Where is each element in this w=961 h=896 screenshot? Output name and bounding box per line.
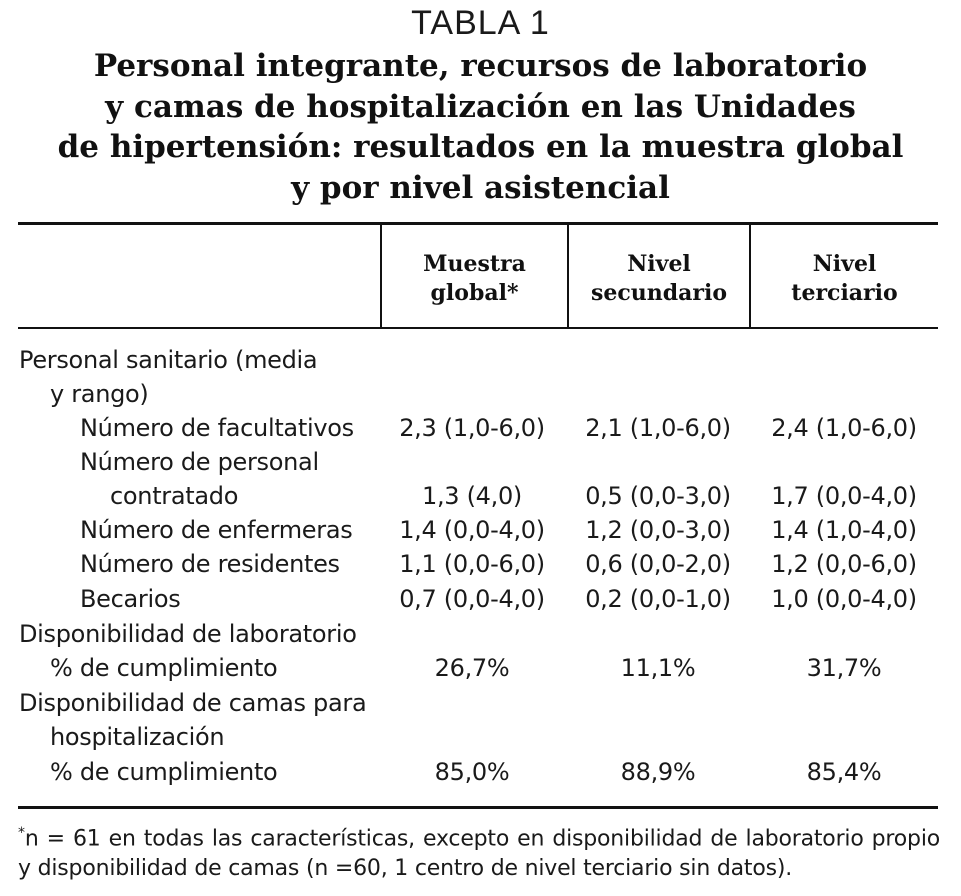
row-label-laboratorio-cumplimiento: % de cumplimiento	[50, 654, 278, 682]
cell-laboratorio-global: 26,7%	[434, 654, 510, 682]
column-header-line: Nivel	[812, 251, 877, 277]
column-header-line: Muestra	[423, 251, 526, 277]
title-line-3: de hipertensión: resultados en la muestra global	[57, 129, 904, 165]
table-footnote	[18, 818, 940, 884]
row-label-residentes: Número de residentes	[80, 550, 340, 578]
cell-becarios-global: 0,7 (0,0-4,0)	[399, 585, 545, 613]
cell-laboratorio-secundario: 11,1%	[620, 654, 696, 682]
cell-facultativos-global: 2,3 (1,0-6,0)	[399, 414, 545, 442]
footnote-marker: *	[18, 825, 25, 841]
row-label-facultativos: Número de facultativos	[80, 414, 354, 442]
column-header-nivel-terciario	[751, 250, 938, 308]
section-label-camas: Disponibilidad de camas para	[19, 689, 367, 717]
section-label-laboratorio: Disponibilidad de laboratorio	[19, 620, 357, 648]
cell-enfermeras-secundario: 1,2 (0,0-3,0)	[585, 516, 731, 544]
cell-camas-secundario: 88,9%	[620, 758, 696, 786]
column-header-muestra-global	[382, 250, 567, 308]
title-line-1: Personal integrante, recursos de laboratorio	[93, 48, 868, 84]
footnote-text: n = 61 en todas las características, excepto en disponibilidad de laboratorio propio y disponibilidad de camas (n =60, 1 centro de nivel terciario sin datos).	[18, 826, 940, 882]
table-title	[0, 46, 961, 208]
cell-laboratorio-terciario: 31,7%	[806, 654, 882, 682]
section-label-personal: Personal sanitario (media	[19, 346, 318, 374]
cell-residentes-terciario: 1,2 (0,0-6,0)	[771, 550, 917, 578]
section-label-camas-cont: hospitalización	[50, 723, 225, 751]
cell-becarios-secundario: 0,2 (0,0-1,0)	[585, 585, 731, 613]
table-header-rule	[18, 327, 938, 329]
cell-contratado-global: 1,3 (4,0)	[422, 482, 522, 510]
column-header-line: terciario	[791, 280, 898, 306]
column-header-line: secundario	[590, 280, 728, 306]
cell-enfermeras-global: 1,4 (0,0-4,0)	[399, 516, 545, 544]
column-header-nivel-secundario	[569, 250, 749, 308]
title-line-4: y por nivel asistencial	[291, 169, 670, 206]
cell-facultativos-terciario: 2,4 (1,0-6,0)	[771, 414, 917, 442]
cell-becarios-terciario: 1,0 (0,0-4,0)	[771, 585, 917, 613]
cell-camas-terciario: 85,4%	[806, 758, 882, 786]
cell-facultativos-secundario: 2,1 (1,0-6,0)	[585, 414, 731, 442]
table-top-rule	[18, 222, 938, 225]
cell-camas-global: 85,0%	[434, 758, 510, 786]
column-header-line: global*	[430, 280, 519, 306]
section-label-personal-cont: y rango)	[50, 380, 149, 408]
cell-residentes-global: 1,1 (0,0-6,0)	[399, 550, 545, 578]
table-number: TABLA 1	[411, 4, 550, 42]
cell-enfermeras-terciario: 1,4 (1,0-4,0)	[771, 516, 917, 544]
row-label-contratado-1: Número de personal	[80, 448, 319, 476]
row-label-enfermeras: Número de enfermeras	[80, 516, 353, 544]
row-label-contratado-2: contratado	[110, 482, 239, 510]
table-bottom-rule	[18, 806, 938, 809]
title-line-2: y camas de hospitalización en las Unidades	[105, 88, 856, 125]
cell-contratado-secundario: 0,5 (0,0-3,0)	[585, 482, 731, 510]
cell-contratado-terciario: 1,7 (0,0-4,0)	[771, 482, 917, 510]
row-label-camas-cumplimiento: % de cumplimiento	[50, 758, 278, 786]
column-header-line: Nivel	[627, 251, 691, 277]
row-label-becarios: Becarios	[80, 585, 181, 613]
cell-residentes-secundario: 0,6 (0,0-2,0)	[585, 550, 731, 578]
